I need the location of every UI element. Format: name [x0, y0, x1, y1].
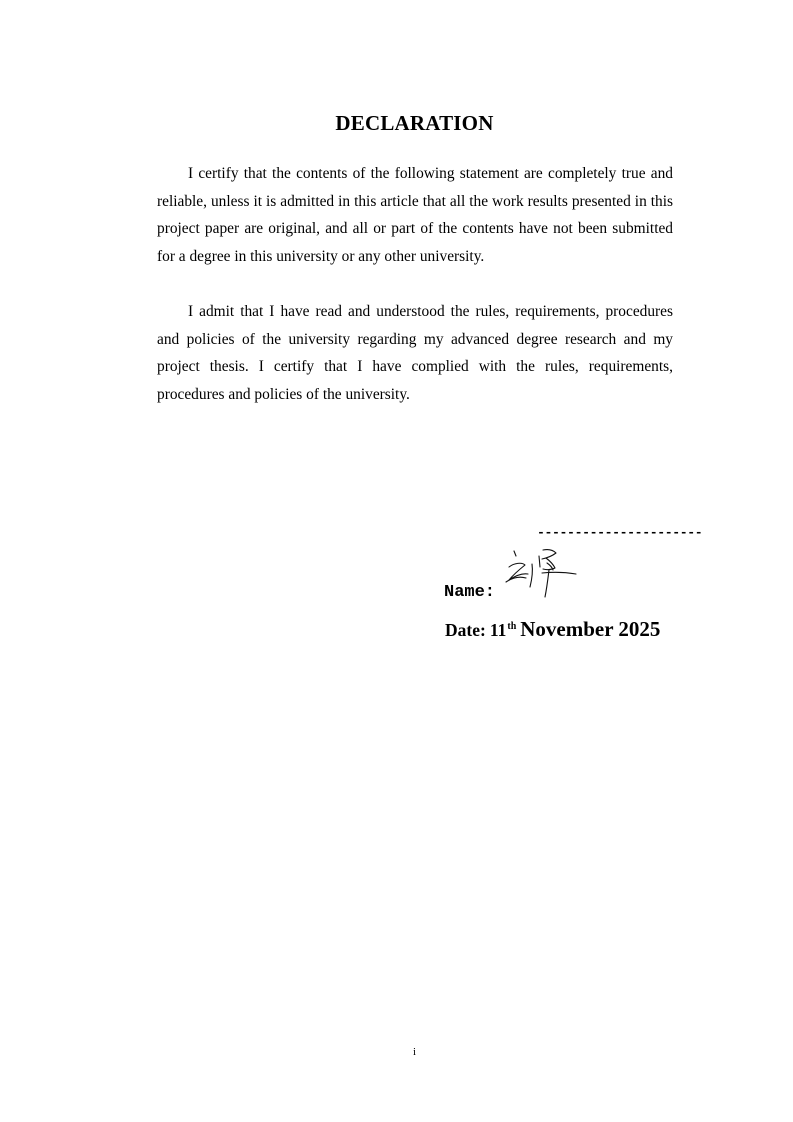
handwritten-signature	[500, 543, 582, 599]
date-month-year: November 2025	[520, 617, 661, 641]
page-title: DECLARATION	[335, 111, 494, 135]
name-label: Name:	[444, 583, 496, 602]
paragraph-certify-original	[157, 160, 673, 271]
date-day: 11	[489, 620, 507, 640]
paragraph-admit-rules	[157, 298, 673, 409]
date-label: Date:	[445, 620, 486, 640]
paragraph-text: I admit that I have read and understood the rules, requirements, procedures and policies of the university regarding my advanced degree research and my project thesis. I certify that I have complied with the rules, requirements, procedures and policies of the university.	[157, 303, 673, 404]
date-day-suffix: th	[507, 621, 517, 632]
paragraph-text: I certify that the contents of the following statement are completely true and reliable, unless it is admitted in this article that all the work results presented in this project paper are original, and all or part of the contents have not been submitted for a degree in this university or any other university.	[157, 165, 673, 266]
date-line	[445, 617, 660, 642]
signature-line: ----------------------	[537, 525, 703, 540]
page-number: i	[412, 1046, 417, 1058]
